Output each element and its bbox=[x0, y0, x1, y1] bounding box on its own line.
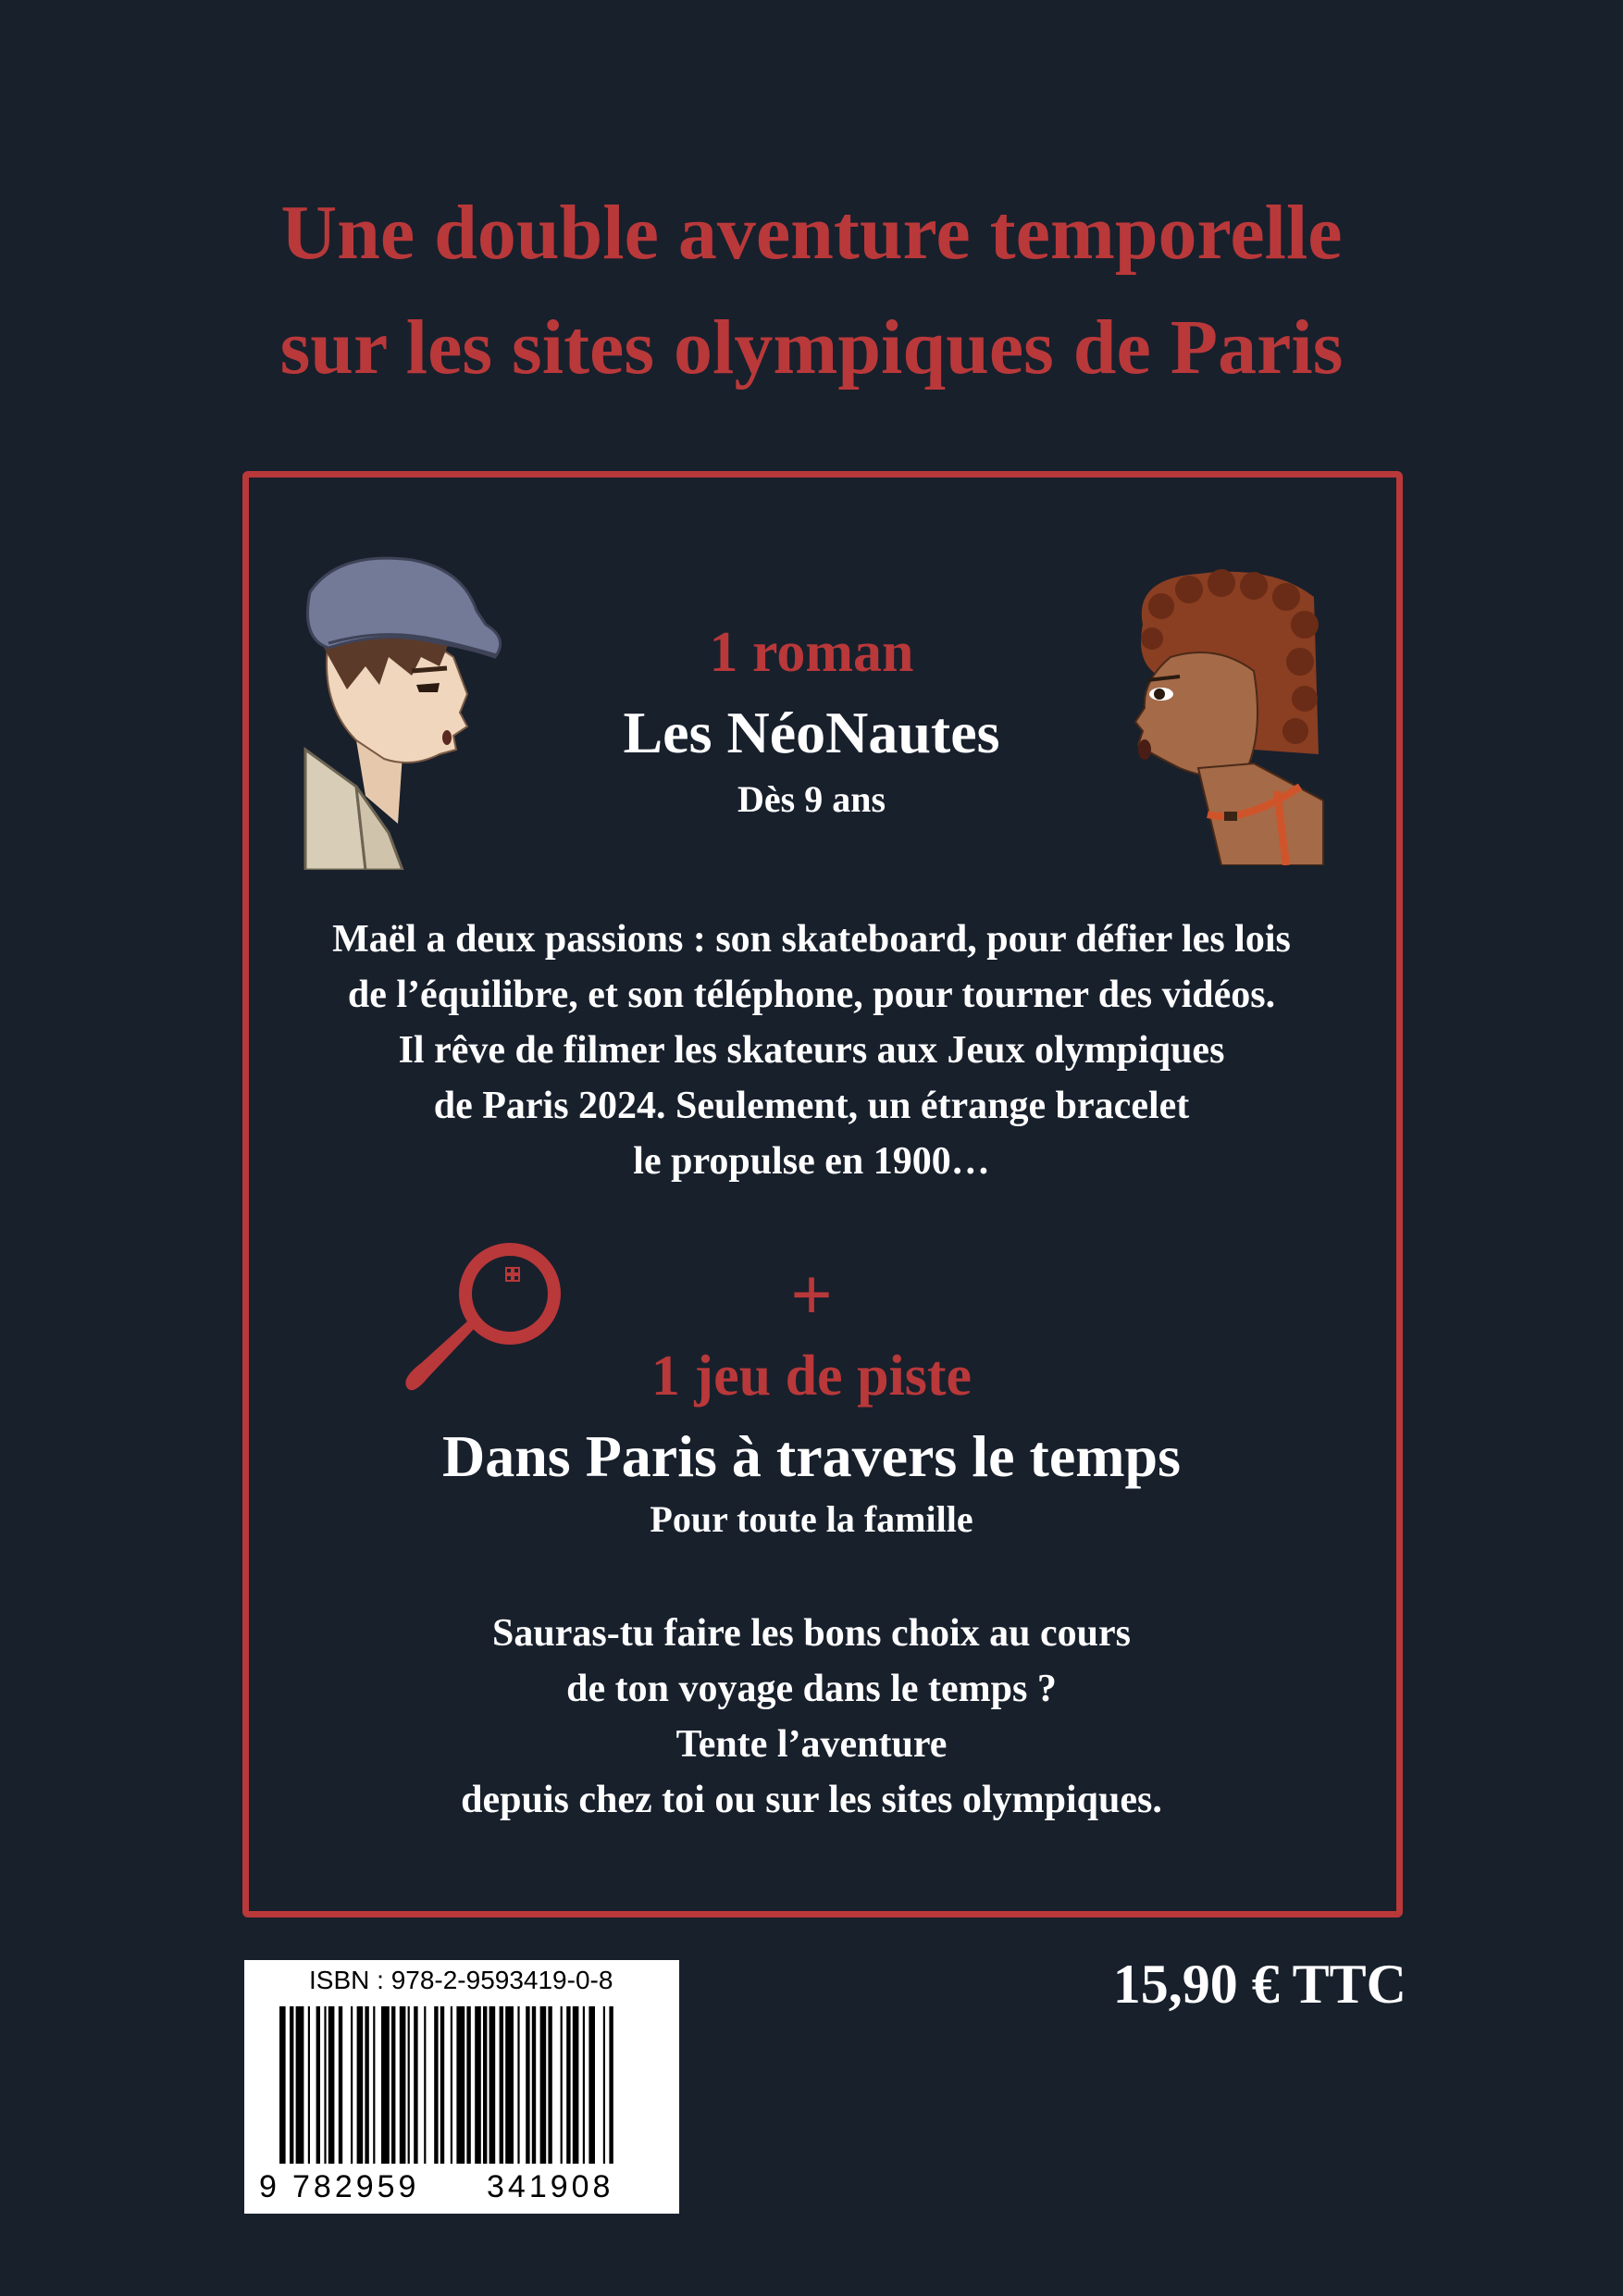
barcode-bar bbox=[500, 2006, 503, 2164]
barcode-bar bbox=[290, 2006, 293, 2164]
game-audience: Pour toute la famille bbox=[650, 1498, 973, 1540]
novel-heading: 1 roman bbox=[709, 621, 914, 684]
barcode-bar bbox=[279, 2006, 286, 2164]
novel-description-line: le propulse en 1900… bbox=[633, 1140, 990, 1183]
game-description bbox=[0, 1606, 1623, 1828]
novel-title: Les NéoNautes bbox=[623, 700, 1000, 765]
barcode-bar bbox=[505, 2006, 514, 2164]
barcode-bar bbox=[566, 2006, 570, 2164]
barcode-bar bbox=[483, 2006, 487, 2164]
game-description-line: depuis chez toi ou sur les sites olympiques. bbox=[461, 1779, 1162, 1821]
barcode-bar bbox=[609, 2006, 613, 2164]
game-description-line: Sauras-tu faire les bons choix au cours bbox=[492, 1612, 1131, 1655]
novel-age: Dès 9 ans bbox=[737, 778, 886, 820]
barcode-bar bbox=[391, 2006, 395, 2164]
barcode-bar bbox=[548, 2006, 551, 2164]
barcode-bar bbox=[540, 2006, 547, 2164]
barcode-bar bbox=[324, 2006, 326, 2164]
barcode-digit-first: 9 bbox=[259, 2169, 277, 2204]
barcode-bar bbox=[373, 2006, 375, 2164]
barcode-bar bbox=[561, 2006, 563, 2164]
novel-description-line: Il rêve de filmer les skateurs aux Jeux olympiques bbox=[398, 1029, 1225, 1072]
novel-description-line: de l’équilibre, et son téléphone, pour tourner des vidéos. bbox=[347, 974, 1276, 1016]
barcode-bar bbox=[424, 2006, 426, 2164]
barcode-bar bbox=[451, 2006, 452, 2164]
barcode-bar bbox=[603, 2006, 605, 2164]
barcode-bar bbox=[408, 2006, 410, 2164]
cover-headline bbox=[0, 176, 1623, 405]
barcode-bar bbox=[296, 2006, 304, 2164]
novel-description-line: Maël a deux passions : son skateboard, pour défier les lois bbox=[332, 918, 1291, 961]
isbn-barcode bbox=[244, 1960, 679, 2214]
price: 15,90 € TTC bbox=[1112, 1954, 1406, 2015]
barcode-bar bbox=[365, 2006, 368, 2164]
headline-line-2: sur les sites olympiques de Paris bbox=[279, 304, 1344, 391]
game-title: Dans Paris à travers le temps bbox=[441, 1423, 1182, 1489]
barcode-bar bbox=[588, 2006, 595, 2164]
barcode-digits-right: 341908 bbox=[487, 2169, 614, 2204]
novel-description-line: de Paris 2024. Seulement, un étrange bracelet bbox=[433, 1085, 1190, 1127]
barcode-bar bbox=[526, 2006, 529, 2164]
barcode-bar bbox=[351, 2006, 353, 2164]
barcode-digits-left: 782959 bbox=[292, 2169, 420, 2204]
barcode-bar bbox=[466, 2006, 470, 2164]
barcode-bar bbox=[434, 2006, 438, 2164]
barcode-bar bbox=[339, 2006, 342, 2164]
barcode-bar bbox=[583, 2006, 585, 2164]
barcode-bar bbox=[440, 2006, 444, 2164]
isbn-label: ISBN : 978-2-9593419-0-8 bbox=[309, 1966, 613, 1994]
novel-description bbox=[0, 912, 1623, 1189]
barcode-bar bbox=[308, 2006, 310, 2164]
barcode-bar bbox=[357, 2006, 364, 2164]
barcode-bar bbox=[400, 2006, 406, 2164]
barcode-bar bbox=[414, 2006, 417, 2164]
barcode-bar bbox=[517, 2006, 519, 2164]
barcode-bar bbox=[456, 2006, 465, 2164]
barcode-bar bbox=[381, 2006, 390, 2164]
barcode-bar bbox=[316, 2006, 320, 2164]
game-description-line: de ton voyage dans le temps ? bbox=[566, 1668, 1057, 1710]
game-description-line: Tente l’aventure bbox=[675, 1723, 948, 1766]
barcode-bar bbox=[475, 2006, 481, 2164]
headline-line-1: Une double aventure temporelle bbox=[280, 190, 1343, 276]
game-heading: 1 jeu de piste bbox=[650, 1345, 973, 1408]
barcode-bar bbox=[328, 2006, 335, 2164]
barcode-bar bbox=[573, 2006, 579, 2164]
plus-sign: + bbox=[790, 1255, 833, 1336]
barcode-bar bbox=[532, 2006, 536, 2164]
barcode-bar bbox=[489, 2006, 496, 2164]
